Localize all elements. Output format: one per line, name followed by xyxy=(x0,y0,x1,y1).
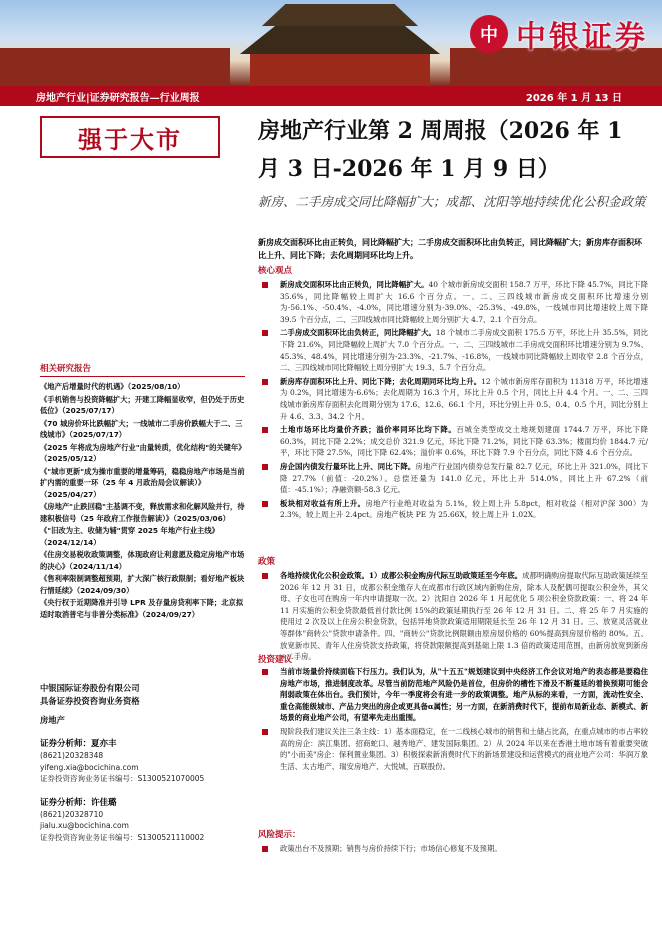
core-point-bold: 新房库存面积环比上升、同比下降；去化周期同环比均上升。 xyxy=(280,376,482,386)
core-point-item xyxy=(258,279,648,325)
related-report-link[interactable]: 《地产后增量时代的机遇》（2025/08/10） xyxy=(40,382,185,391)
header-banner xyxy=(0,0,662,86)
palace-hall-wall xyxy=(250,52,430,86)
risk-list xyxy=(258,843,648,857)
analyst-name: 许佳璐 xyxy=(91,797,117,808)
invest-point-bold: 当前市场量价持续面临下行压力。我们认为，从"十五五"规划建议到中央经济工作会议对地产的表态都是要稳住房地产市场，推进制度改革。尽管当前防范地产风险仍是首位，但房价的槽性下滑及不断蔓延的着换预期可能会削弱政策在体出台。我们预计，今年一季度将会有进一步的政策调整。地产从标的来看，一方面，流动性安全、重仓高能级城市、产品力突出的房企或更具备α属性；另一方面，在新消费时代下，提前布局新业态、新模式、新场景的商业地产公司，有望率先走出重围。 xyxy=(280,667,648,723)
report-title: 房地产行业第 2 周周报（2026 年 1 月 3 日-2026 年 1 月 9 日） xyxy=(258,118,623,182)
rating-box: 强于大市 xyxy=(40,116,220,158)
report-category: 房地产行业|证券研究报告—行业周报 xyxy=(36,92,200,104)
policy-point-bold: 各地持续优化公积金政策。1）成都公积金购房代际互助政策延至今年底。 xyxy=(280,571,523,580)
related-reports-list xyxy=(40,381,245,620)
invest-point-item xyxy=(258,726,648,772)
core-point-text: 12 个城市新房库存面积为 11318 万平，环比增速为 0.2%，同比增速为-6.6%；去化周期为 16.3 个月，环比上升 0.5 个月，同比上升 4.4 个月。一、二、三四线城市新房库存面积去化周期分别为 17.6、12.6、66.1 个月，环比分别上升 0.5、0.4、0.5 个月，同比分别上升 4.6、3.3、34.2 个月。 xyxy=(280,376,648,421)
analyst-phone: (8621)20328348 xyxy=(40,751,104,761)
core-point-item xyxy=(258,424,648,459)
invest-point-item xyxy=(258,666,648,724)
analyst-list xyxy=(40,738,245,855)
related-report-link[interactable]: 《"城市更新"成为操市重要的增量筹码，稳稳房地产市场是当前扩内需的重要一环（25 年 4 月政治局会议解读）》（2025/04/27） xyxy=(40,466,245,499)
policy-point-text: 成都明确购房提取代际互助政策延续至 2026 年 12 月 31 日，成都公积金缴存人在成都市行政区域内新购住房，除本人及配偶可提取公积金外，其父母、子女也可在购房一年内申请提取一次。2）沈阳自 2026 年 1 月起优化 5 项公积金贷款政策：一、将 24 年 11 月实施的公积金贷款最低首付款比例 15%的政策延期执行至 26 年 12 月 31 日。二、将 25 年 7 月实施的使用过 2 次及以上住房公积金贷款，包括异地贷款政策适用期限延长至 26 年 12 月 31 日。三、放宽灵活就业等群体"商转公"贷款申请条件。四、"商转公"贷款比例限额由原房屋价格的 60%提高到房屋价格的 80%。五、放宽新市民、青年人住房贷款支持政策，将贷款限额提高到基础上限 1.3 倍的政策适用范围，由新房放宽到新房+二手房。 xyxy=(280,571,648,662)
core-point-text: 40 个城市新房成交面积 158.7 万平，环比下降 45.7%，同比下降 35.6%，同比降幅较上周扩大 16.6 个百分点。一、二、三四线城市新房成交面积环比增速分别为-56.1%、-50.4%、-4.0%，同比增速分别为-39.0%、-25.3%、-49.8%，一线城市同比增速较上周下降 39.5 个百分点，二、三四线城市同比降幅较上周分别扩大 4.7、2.1 个百分点。 xyxy=(280,280,648,324)
analyst-card xyxy=(40,738,245,785)
core-point-item xyxy=(258,327,648,373)
policy-point-item xyxy=(258,570,648,663)
related-report-link[interactable]: 《手机销售与投资降幅扩大；开建工降幅显收窄，但仍处于历史低位》（2025/07/17） xyxy=(40,394,245,415)
core-point-bold: 房企国内债发行量环比上升、同比下降。 xyxy=(280,461,416,471)
analyst-email[interactable]: yifeng.xia@bocichina.com xyxy=(40,762,139,772)
palace-wall-left xyxy=(0,48,230,86)
policy-list xyxy=(258,570,648,665)
related-report-link[interactable]: 《"旧改为主、收储为辅"贯穿 2025 年地产行业主线》（2024/12/14） xyxy=(40,526,219,547)
core-points-list xyxy=(258,279,648,523)
related-report-link[interactable]: 《住房交易税收政策调整，体现政府让利意愿及稳定房地产市场的决心》（2024/11/14） xyxy=(40,550,245,571)
core-point-text: 房地产行业绝对收益为 5.1%，较上周上升 5.8pct，相对收益（相对沪深 300）为 2.3%，较上周上升 2.4pct。房地产板块 PE 为 25.66X，较上周上升 1.02X。 xyxy=(280,498,648,520)
core-point-item xyxy=(258,376,648,422)
invest-section-title: 投资建议 xyxy=(258,655,293,665)
organization-block xyxy=(40,682,245,727)
core-point-item xyxy=(258,498,648,521)
core-point-bold: 板块相对收益有所上升。 xyxy=(280,498,366,508)
report-summary: 新房成交面积环比由正转负，同比降幅扩大；二手房成交面积环比由负转正，同比降幅扩大；新房库存面积环比上升、同比下降；去化周期同环比均上升。 xyxy=(258,237,642,260)
related-report-link[interactable]: 《售利率限制调整超预期，扩大深广核行政限制；看好地产板块行情延续》（2024/09/30） xyxy=(40,574,245,595)
related-report-link[interactable]: 《房地产"止跌回稳"主基调不变，释放需求和化解风险并行，待建积极信号（25 年政府工作报告解读）》（2025/03/06） xyxy=(40,502,245,523)
analyst-role: 证券分析师： xyxy=(40,739,92,749)
company-logo-text: 中银证券 xyxy=(516,20,648,55)
core-point-bold: 土地市场环比均量价齐跌；溢价率同环比均下降。 xyxy=(280,425,457,435)
palace-roof-upper xyxy=(262,4,418,26)
core-point-item xyxy=(258,461,648,496)
core-point-bold: 二手房成交面积环比由负转正，同比降幅扩大。 xyxy=(280,328,436,338)
analyst-role-line xyxy=(40,797,245,809)
invest-list xyxy=(258,666,648,774)
org-name: 中银国际证券股份有限公司 xyxy=(40,683,140,693)
analyst-role-line xyxy=(40,738,245,750)
company-logo xyxy=(470,12,648,56)
analyst-phone: (8621)20328710 xyxy=(40,810,104,820)
related-reports-heading: 相关研究报告 xyxy=(40,362,245,377)
core-point-text: 房地产行业国内债券总发行量 82.7 亿元，环比上升 321.0%，同比下降 27.7%（前值：-20.2%）。总偿还量为 141.0 亿元，环比上升 514.0%，同比上升 67.2%（前值：-45.1%）；净融资额-58.3 亿元。 xyxy=(280,461,648,495)
analyst-name: 夏亦丰 xyxy=(91,739,117,749)
related-report-link[interactable]: 《2025 年将成为房地产行业"由量转质，优化结构"的关键年》（2025/05/12） xyxy=(40,442,242,463)
report-date: 2026 年 1 月 13 日 xyxy=(525,92,622,104)
related-report-link[interactable]: 《70 城房价环比跌幅扩大；一线城市二手房价跌幅大于二、三线城市》（2025/07/17） xyxy=(40,418,243,439)
analyst-cert: 证券投资咨询业务证书编号：S1300521110002 xyxy=(40,832,205,842)
risk-point-item xyxy=(258,843,648,855)
analyst-cert: 证券投资咨询业务证书编号：S1300521070005 xyxy=(40,774,205,784)
risk-section-title: 风险提示： xyxy=(258,830,301,840)
industry-label: 房地产 xyxy=(40,715,65,725)
report-info-bar xyxy=(0,86,662,106)
core-section-title: 核心观点 xyxy=(258,266,293,276)
policy-section-title: 政策 xyxy=(258,557,276,567)
boc-logo-icon: 中 xyxy=(470,15,508,53)
org-qualification: 具备证券投资咨询业务资格 xyxy=(40,696,140,706)
core-point-text: 百城全类型成交土地规划建面 1744.7 万平，环比下降 60.3%，同比下降 2.2%；成交总价 321.9 亿元，环比下降 71.2%，同比下降 63.3%；楼面均价 1844.7 元/平，环比下降 27.5%，同比下降 62.4%；溢价率 0.6%，环比下降 7.9 个百分点，同比下降 4.6 个百分点。 xyxy=(280,425,648,458)
report-subtitle: 新房、二手房成交同比降幅扩大；成都、沈阳等地持续优化公积金政策 xyxy=(258,194,646,209)
analyst-card xyxy=(40,797,245,844)
analyst-role: 证券分析师： xyxy=(40,797,92,808)
core-point-bold: 新房成交面积环比由正转负，同比降幅扩大。 xyxy=(280,280,429,289)
analyst-email[interactable]: jialu.xu@bocichina.com xyxy=(40,821,129,831)
core-point-text: 18 个城市二手房成交面积 175.5 万平，环比上升 35.5%，同比下降 21.6%，同比降幅较上周扩大 7.0 个百分点。一、二、三四线城市二手房成交面积环比增速分别为 9.7%、45.3%、48.4%，同比增速分别为-23.3%、-21.7%、-16.8%，一线城市同比降幅较上周收窄 2.8 个百分点，二、三四线城市同比降幅较上周分别扩大 19.3、5.7 个百分点。 xyxy=(280,328,648,373)
related-report-link[interactable]: 《央行权于近期降准并引导 LPR 及存量房贷利率下降；北京拟适时取消普宅与非普分类标准》（2024/09/27） xyxy=(40,598,244,619)
related-reports xyxy=(40,362,245,621)
invest-point-text: 现阶段我们建议关注三条主线：1）基本面稳定，在一二线核心城市的销售和土储占比高，在重点城市的市占率较高的房企：滨江集团、招商蛇口、越秀地产、建发国际集团。2）从 2024 年以来在香港土地市场有着重要突破的"小而美"房企：保利置业集团。3）积极探索新消费时代下的新场景建设和运营模式的商业地产公司：华润万象生活、太古地产、瑞安房地产、大悦城、百联股份。 xyxy=(280,726,648,771)
risk-point-text: 政策出台不及预期；销售与房价持续下行；市场信心修复不及预期。 xyxy=(280,844,502,853)
